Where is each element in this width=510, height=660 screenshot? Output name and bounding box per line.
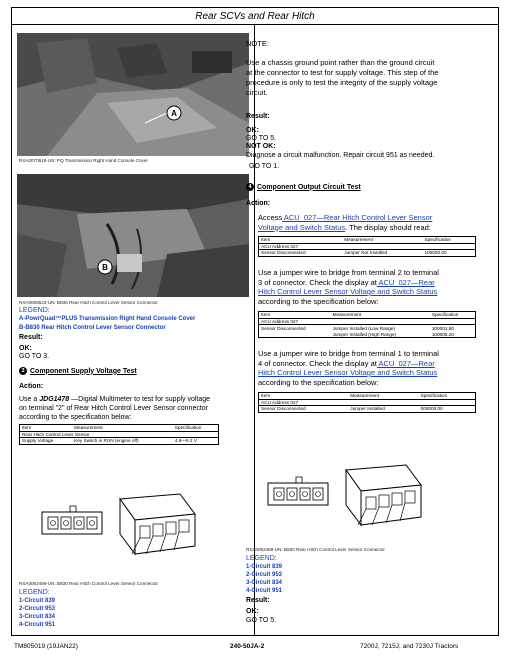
table2-cell: Jumper Installed (High Range) [332, 331, 397, 337]
jumper1-link[interactable]: ACU_027—Rear [376, 277, 435, 287]
spec-cell: 4.8—5.2 V [174, 438, 197, 444]
right-ok-label: OK: [246, 127, 259, 134]
table2-cell: Jumper Installed (Low Range) [332, 325, 396, 331]
right-ok2-label: OK: [246, 608, 259, 615]
console-cover-photo [17, 33, 249, 156]
supply-voltage-spec-table [19, 424, 219, 445]
legend3-item-2: 2-Circuit 953 [246, 572, 283, 578]
table1-cell: 100000.00 [424, 250, 447, 256]
footer-page-number: 240-50JA-2 [230, 643, 265, 650]
acu027-link-cont[interactable]: Voltage and Switch Status [258, 222, 346, 232]
photo1-caption: RXA0070518-UN: PQ Transmission Right Hand Console Cover [19, 158, 148, 163]
legend2-item-3: 3-Circuit 834 [19, 614, 56, 620]
console-cover-photo-art [17, 33, 249, 156]
jumper1-text: Use a jumper wire to bridge from terminal 2 to terminal 3 of connector. Check the display at ACU_027—Rear Hitch Control Lever Sensor Voltage and Switch Status according to the specification below: [258, 268, 439, 306]
table2-cell: 100005.20 [431, 331, 454, 337]
table3-header-item: Item [259, 393, 349, 400]
right-result-label: Result: [246, 113, 270, 120]
acu027-link[interactable]: ACU_027—Rear Hitch Control Lever Sensor [282, 213, 433, 222]
legend3-item-3: 3-Circuit 834 [246, 580, 283, 586]
table2-cell: Sensor Disconnected [261, 325, 306, 331]
table3-cell: Sensor Disconnected [261, 406, 306, 412]
spec-header-specification: Specification [173, 425, 219, 432]
jumper2-link-cont[interactable]: Hitch Control Lever Sensor Voltage and Switch Status [258, 368, 438, 377]
table1-cell: Jumper Not Installed [344, 250, 388, 256]
left-result-label: Result: [19, 334, 43, 341]
right-notok-label: NOT OK: [246, 143, 276, 150]
legend1-title: LEGEND: [19, 307, 50, 314]
spec-header-measurement: Measurement [72, 425, 173, 432]
legend3-item-4: 4-Circuit 951 [246, 588, 283, 594]
table3-cell: ACU Address 027 [259, 399, 349, 406]
left-action-label: Action: [19, 383, 44, 390]
sensor-connector-photo [17, 174, 249, 297]
step4-heading [246, 183, 361, 191]
left-connector-drawing [40, 484, 200, 574]
display-spec-table-2 [258, 311, 476, 338]
legend1-item-a: A-PowrQuad™PLUS Transmission Right Hand Console Cover [19, 316, 196, 322]
table2-cell: 100001.80 [431, 325, 454, 331]
left-ok-text: GO TO 3. [19, 353, 50, 360]
table2-header-specification: Specification [430, 312, 476, 319]
spec-cell: Supply Voltage [22, 438, 54, 444]
photo1-callout: A [171, 109, 177, 118]
photo2-callout: B [102, 263, 108, 272]
table1-header-item: Item [259, 237, 343, 244]
right-connector-drawing [266, 455, 426, 545]
sensor-connector-photo-art [17, 174, 249, 297]
table3-header-measurement: Measurement [348, 393, 418, 400]
step4-title: Component Output Circuit Test [257, 183, 361, 191]
right-connector-caption: RXA0062469-UN: B830 Rear Hitch Control Lever Sensor Connector [246, 547, 385, 552]
step4-number: 4 [246, 183, 254, 191]
tool-name: JDG1478 [39, 396, 70, 403]
right-ok2-text: GO TO 5. [246, 617, 277, 624]
jumper2-text: Use a jumper wire to bridge from terminal 1 to terminal 4 of connector. Check the display at ACU_027—Rear Hitch Control Lever Sensor Voltage and Switch Status according to the specification below: [258, 349, 439, 387]
table2-cell: ACU Address 027 [259, 318, 331, 325]
jumper2-link[interactable]: ACU_027—Rear [376, 358, 435, 368]
step3-heading [19, 367, 137, 375]
display-spec-table-1 [258, 236, 476, 257]
display-spec-table-3 [258, 392, 476, 413]
note-text: Use a chassis ground point rather than the ground circuit at the connector to test for supply voltage. This step of the procedure is only to test the integrity of the supply voltage circuit. [246, 58, 439, 97]
left-ok-label: OK: [19, 345, 32, 352]
jumper1-link-cont[interactable]: Hitch Control Lever Sensor Voltage and Switch Status [258, 287, 438, 296]
legend2-item-4: 4-Circuit 951 [19, 622, 56, 628]
right-result2-label: Result: [246, 597, 270, 604]
left-action-text: Use a JDG1478 —Digital Multimeter to test for supply voltage on terminal "2" of Rear Hitch Control Lever Sensor connector according to the specification below: [19, 396, 211, 421]
legend2-title: LEGEND: [19, 589, 50, 596]
spec-header-item: Item [20, 425, 73, 432]
legend2-item-2: 2-Circuit 953 [19, 606, 56, 612]
right-notok-goto: GO TO 1. [249, 163, 280, 170]
legend3-title: LEGEND: [246, 555, 277, 562]
table3-header-specification: Specification [419, 393, 476, 400]
table3-cell: Jumper Installed [350, 406, 385, 412]
legend3-item-1: 1-Circuit 839 [246, 564, 283, 570]
access-text: Access ACU_027—Rear Hitch Control Lever Sensor Voltage and Switch Status. The display should read: [258, 213, 433, 232]
step3-number: 3 [19, 367, 27, 375]
table1-header-measurement: Measurement [342, 237, 422, 244]
footer-models: 7200J, 7215J, and 7230J Tractors [360, 643, 459, 650]
spec-group: Rear Hitch Control Lever Sensor [20, 431, 219, 438]
right-notok-text: Diagnose a circuit malfunction. Repair circuit 951 as needed. [246, 152, 435, 159]
table3-cell: 000000.00 [420, 406, 443, 412]
page-header: Rear SCVs and Rear Hitch [11, 7, 499, 24]
step3-title: Component Supply Voltage Test [30, 367, 137, 375]
right-action-label: Action: [246, 200, 271, 207]
note-label: NOTE: [246, 39, 269, 48]
table1-cell: Sensor Disconnected [261, 250, 306, 256]
right-ok-text: GO TO 5. [246, 135, 277, 142]
table1-header-specification: Specification [422, 237, 475, 244]
legend2-item-1: 1-Circuit 839 [19, 598, 56, 604]
table2-cell [259, 331, 331, 338]
spec-cell: Key Switch in RUN (engine off) [74, 438, 139, 444]
table1-cell: ACU Address 027 [259, 243, 343, 250]
table2-header-item: Item [259, 312, 331, 319]
left-connector-caption: RXA0062469-UN: B830 Rear Hitch Control Lever Sensor Connector [19, 581, 158, 586]
legend1-item-b: B-B830 Rear Hitch Control Lever Sensor Connector [19, 325, 166, 331]
footer-doc-id: TM805019 (19JAN22) [14, 643, 78, 650]
photo2-caption: RXA0066523-UN: B830 Rear Hitch Control Lever Sensor Connector [19, 300, 158, 305]
table2-header-measurement: Measurement [331, 312, 430, 319]
